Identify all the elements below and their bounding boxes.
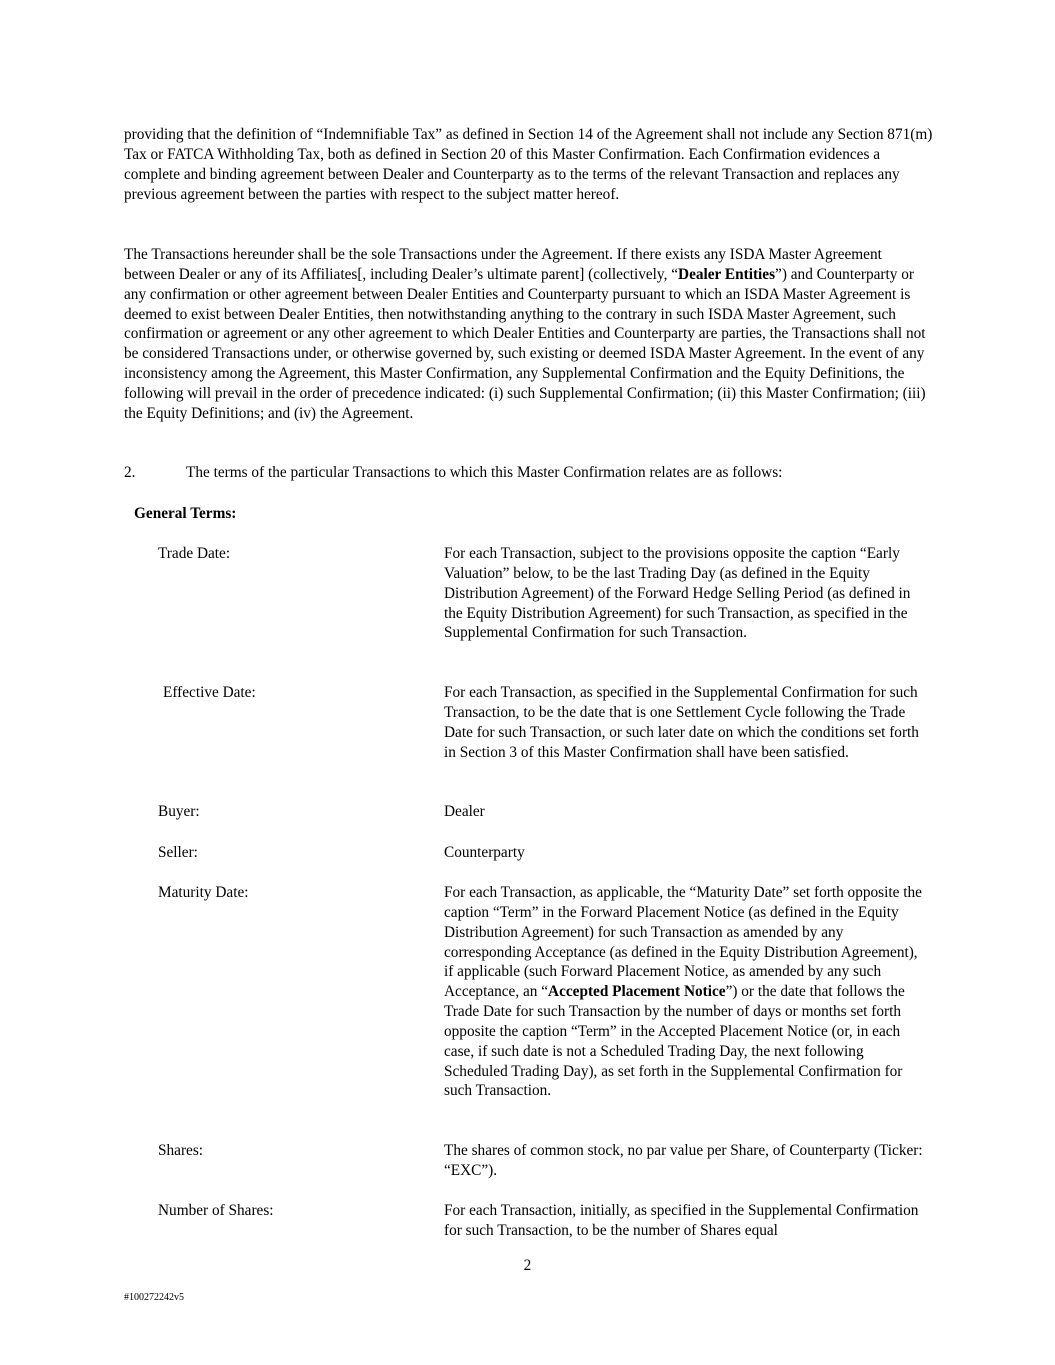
term-value-text: For each Transaction, as applicable, the “Maturity Date” set forth opposite the caption “Term” in the Forward Placement Notice (as defined in the Equity Distribution Agreement) for such Transaction as amended by any corresponding Acceptance (as defined in the Equity Distribution Agreement), if applicable (such Forward Placement Notice, as amended by any such Acceptance, an “	[444, 884, 922, 1001]
defined-term-dealer-entities: Dealer Entities	[678, 265, 776, 283]
general-terms-heading: General Terms:	[134, 505, 237, 522]
term-label: Seller:	[158, 844, 198, 861]
term-label: Buyer:	[158, 803, 200, 820]
section-number: 2.	[124, 464, 136, 481]
term-value: For each Transaction, as specified in the Supplemental Confirmation for such Transaction, to be the date that is one Settlement Cycle following the Trade Date for such Transaction, or such later date on which the conditions set forth in Section 3 of this Master Confirmation shall have been satisfied.	[444, 684, 919, 761]
defined-term-accepted-placement-notice: Accepted Placement Notice	[548, 983, 726, 1001]
term-value-text: ”) or the date that follows the Trade Date for such Transaction by the number of days or months set forth opposite the caption “Term” in the Accepted Placement Notice (or, in each case, if such date is not a Scheduled Trading Day, the next following Scheduled Trading Day), as set forth in the Supplemental Confirmation for such Transaction.	[444, 983, 905, 1100]
term-value: Dealer	[444, 803, 485, 820]
term-value: The shares of common stock, no par value per Share, of Counterparty (Ticker: “EXC”).	[444, 1142, 923, 1179]
term-value: Counterparty	[444, 844, 525, 861]
term-value: For each Transaction, subject to the provisions opposite the caption “Early Valuation” below, to be the last Trading Day (as defined in the Equity Distribution Agreement) of the Forward Hedge Selling Period (as defined in the Equity Distribution Agreement) for such Transaction, as specified in the Supplemental Confirmation for such Transaction.	[444, 545, 911, 642]
document-id: #100272242v5	[124, 1292, 184, 1303]
paragraph-text: The Transactions hereunder shall be the sole Transactions under the Agreement. If there exists any ISDA Master Agreement between Dealer or any of its Affiliates[, including Dealer’s ultimate parent] (collectively, “	[124, 246, 882, 283]
term-value: For each Transaction, initially, as specified in the Supplemental Confirmation for such Transaction, to be the number of Shares equal	[444, 1202, 919, 1239]
paragraph-sole-transactions	[124, 245, 934, 424]
term-value	[444, 883, 930, 1101]
term-label: Shares:	[158, 1142, 204, 1159]
paragraph-indemnifiable-tax: providing that the definition of “Indemnifiable Tax” as defined in Section 14 of the Agreement shall not include any Section 871(m) Tax or FATCA Withholding Tax, both as defined in Section 20 of this Master Confirmation. Each Confirmation evidences a complete and binding agreement between Dealer and Counterparty as to the terms of the relevant Transaction and replaces any previous agreement between the parties with respect to the subject matter hereof.	[124, 126, 933, 203]
term-label: Number of Shares:	[158, 1202, 274, 1219]
term-label: Effective Date:	[163, 684, 256, 701]
term-label: Trade Date:	[158, 545, 231, 562]
page-number: 2	[523, 1257, 532, 1274]
paragraph-text: ”) and Counterparty or any confirmation or other agreement between Dealer Entities and Counterparty pursuant to which an ISDA Master Agreement is deemed to exist between Dealer Entities, then notwithstanding anything to the contrary in such ISDA Master Agreement, such confirmation or agreement or any other agreement to which Dealer Entities and Counterparty are parties, the Transactions shall not be considered Transactions under, or otherwise governed by, such existing or deemed ISDA Master Agreement. In the event of any inconsistency among the Agreement, this Master Confirmation, any Supplemental Confirmation and the Equity Definitions, the following will prevail in the order of precedence indicated: (i) such Supplemental Confirmation; (ii) this Master Confirmation; (iii) the Equity Definitions; and (iv) the Agreement.	[124, 265, 926, 422]
term-label: Maturity Date:	[158, 884, 249, 901]
section-text: The terms of the particular Transactions to which this Master Confirmation relates are as follows:	[186, 464, 783, 481]
